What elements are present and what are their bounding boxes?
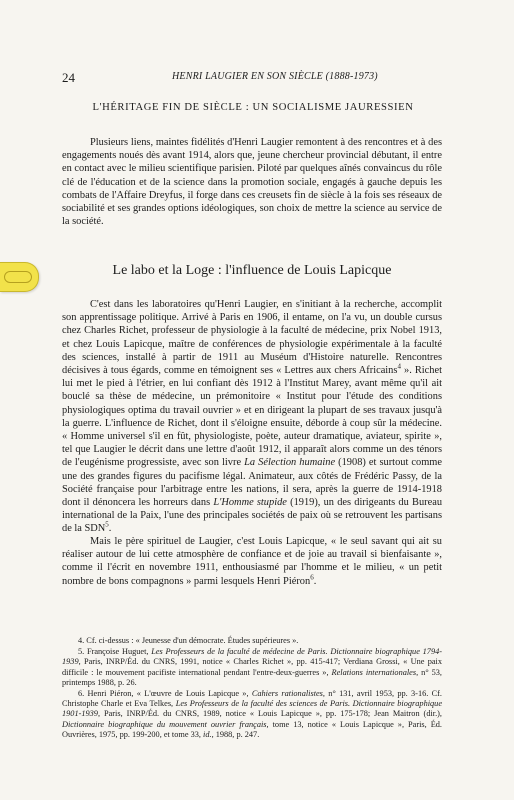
bookmark-tab[interactable] — [0, 262, 39, 292]
running-title: HENRI LAUGIER EN SON SIÈCLE (1888-1973) — [172, 71, 378, 82]
footnote-ref-4[interactable]: 4 — [397, 362, 401, 371]
intro-paragraph: Plusieurs liens, maintes fidélités d'Henri Laugier remontent à des rencontres et à des engagements noués dès avant 1914, alors que, jeune chercheur provincial débutant, il entre en contact avec le milieu scientifique parisien. Piloté par quelques aînés convaincus du rôle clé de l'éducation et de la science dans la promotion sociale, engagés à gauche depuis les combats de l'Affaire Dreyfus, il forge dans ces creusets fin de siècle à la fois ses réseaux de sociabilité et ses grandes options idéologiques, son choix de mettre la science au service de la société. — [62, 137, 442, 228]
footnote-6: 6. Henri Piéron, « L'œuvre de Louis Lapicque », Cahiers rationalistes, n° 131, avril 1953, pp. 3-16. Cf. Christophe Charle et Eva Telkes, Les Professeurs de la faculté des sciences de Paris. Dictionnaire biographique 1901-1939, Paris, INRP/Éd. du CNRS, 1989, notice « Louis Lapicque », pp. 175-178; Jean Maitron (dir.), Dictionnaire biographique du mouvement ouvrier français, tome 13, notice « Louis Lapicque », Paris, Éd. Ouvrières, 1975, pp. 199-200, et tome 33, id., 1988, p. 247. — [62, 689, 442, 739]
page-header — [62, 70, 444, 86]
body-paragraph-richet: C'est dans les laboratoires qu'Henri Laugier, en s'initiant à la recherche, accomplit son apprentissage politique. Arrivé à Paris en 1906, il entame, on l'a vu, un double cursus chez Charles Richet, professeur de physiologie à la faculté de médecine, prix Nobel 1913, et chez Louis Lapicque, maître de conférences de physiologie expérimentale à la faculté des sciences, installé à partir de 1911 au Muséum d'Histoire naturelle. Rencontres décisives à tous égards, comme en témoignent ses « Lettres aux chers Africains$^4$ ». Richet lui met le pied à l'étrier, en lui confiant dès 1912 à l'Institut Marey, avant même qu'il ait bouclé sa thèse de médecine, un prémonitoire « Institut pour l'étude des conditions physiologiques optima du travail ouvrier » et en dirigeant la plupart de ses travaux jusqu'à la guerre. L'influence de Richet, dont il s'éloigne ensuite, déborde à coup sûr la médecine. « Homme universel s'il en fût, physiologiste, poète, auteur dramatique, aviateur, spirite », tel que Laugier le décrit dans une lettre d'août 1912, il apparaît alors comme un des ténors de l'eugénisme progressiste, avec son livre La Sélection humaine (1908) et surtout comme une des grandes figures du pacifisme légal. Animateur, aux côtés de Frédéric Passy, de la Société française pour l'arbitrage entre les nations, il sera, après la guerre de 1914-1918 dont il dénoncera les horreurs dans L'Homme stupide (1919), un des dirigeants du Bureau international de la Paix, l'une des principales sociétés de paix où se retrouvent les partisans de la SDN$^5$. — [62, 299, 443, 535]
footnote-4: 4. Cf. ci-dessus : « Jeunesse d'un démocrate. Études supérieures ». — [78, 636, 299, 645]
section-title: L'HÉRITAGE FIN DE SIÈCLE : UN SOCIALISME JAURESSIEN — [92, 102, 414, 113]
footnote-ref-5[interactable]: 5 — [105, 520, 109, 529]
footnotes — [62, 636, 442, 741]
body-paragraph-lapicque: Mais le père spirituel de Laugier, c'est Louis Lapicque, « le seul savant qui ait su réaliser autour de lui cette atmosphère de confiance et de joie au travail si bienfaisante », comme il l'écrit en novembre 1911, enthousiasmé par l'homme et le milieu, « un petit nombre de bons compagnons » parmi lesquels Henri Piéron$^6$. — [62, 536, 442, 587]
page-number: 24 — [62, 70, 75, 85]
footnote-5: 5. Françoise Huguet, Les Professeurs de la faculté de médecine de Paris. Dictionnaire biographique 1794-1939, Paris, INRP/Éd. du CNRS, 1991, notice « Charles Richet », pp. 415-417; Verdiana Grossi, « Une paix difficile : le mouvement pacifiste international pendant l'entre-deux-guerres », Relations internationales, n° 53, printemps 1988, p. 26. — [62, 647, 442, 687]
footnote-ref-6[interactable]: 6 — [310, 573, 314, 582]
subsection-title: Le labo et la Loge : l'influence de Louis Lapicque — [112, 263, 392, 278]
